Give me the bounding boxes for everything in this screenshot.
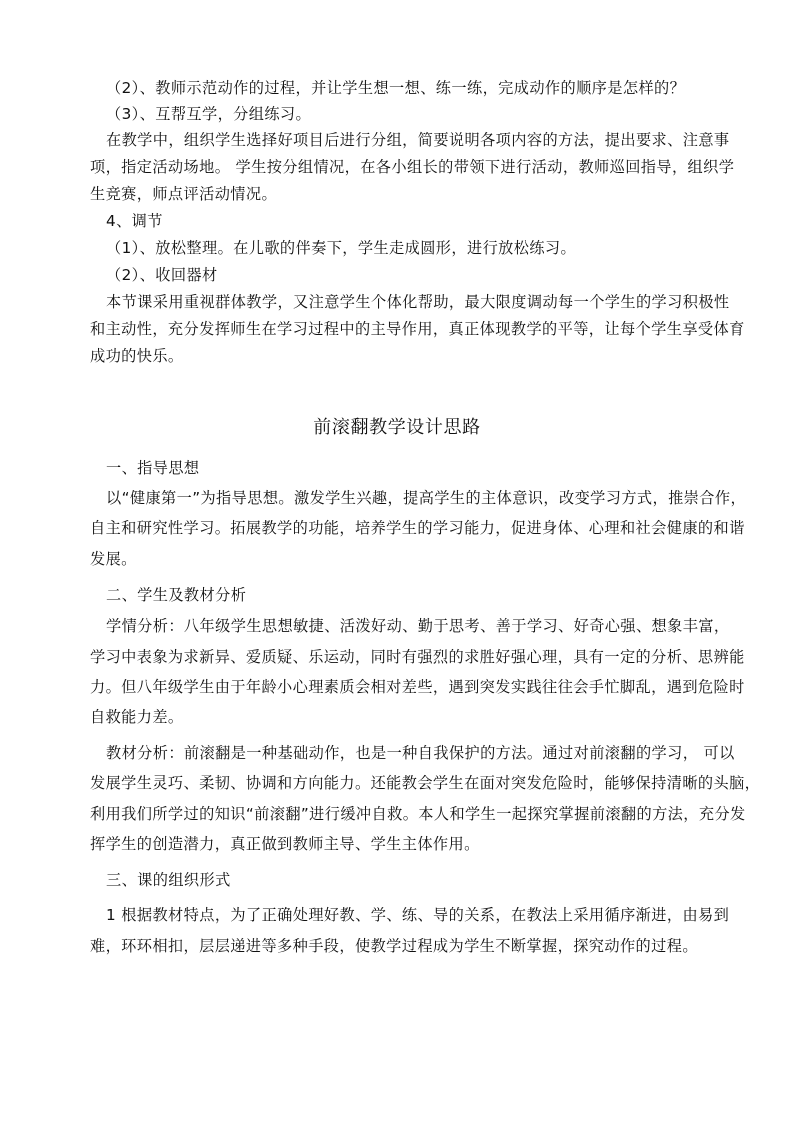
paragraph-line: 自救能力差。 (90, 708, 184, 726)
paragraph-line: 学情分析：八年级学生思想敏捷、活泼好动、勤于思考、善于学习、好奇心强、想象丰富， (106, 617, 730, 635)
section-heading: 一、指导思想 (106, 459, 200, 477)
section-heading: 三、课的组织形式 (106, 871, 231, 889)
summary-line: 和主动性，充分发挥师生在学习过程中的主导作用，真正体现教学的平等，让每个学生享受体育 (90, 320, 745, 338)
paragraph-line: 教材分析：前滚翻是一种基础动作，也是一种自我保护的方法。通过对前滚翻的学习， 可以 (106, 744, 735, 762)
section-heading: 二、学生及教材分析 (106, 586, 247, 604)
summary-line: 成功的快乐。 (90, 347, 184, 365)
paragraph-line: 1 根据教材特点，为了正确处理好教、学、练、导的关系，在教法上采用循序渐进，由易到 (106, 906, 730, 924)
paragraph-line: 利用我们所学过的知识“前滚翻”进行缓冲自救。本人和学生一起探究掌握前滚翻的方法，充分发 (90, 805, 746, 823)
paragraph-line: 项，指定活动场地。 学生按分组情况，在各小组长的带领下进行活动，教师巡回指导，组织学 (90, 158, 735, 176)
paragraph-line: 自主和研究性学习。拓展教学的功能，培养学生的学习能力，促进身体、心理和社会健康的和谐 (90, 519, 745, 537)
paragraph-line: 在教学中，组织学生选择好项目后进行分组，简要说明各项内容的方法，提出要求、注意事 (106, 131, 730, 149)
step-3-text: （3）、互帮互学，分组练习。 (106, 105, 312, 123)
paragraph-line: 以“健康第一”为指导思想。激发学生兴趣，提高学生的主体意识，改变学习方式，推崇合作， (106, 489, 747, 507)
section-heading: 4、调节 (106, 212, 163, 230)
paragraph-line: 难，环环相扣，层层递进等多种手段，使教学过程成为学生不断掌握，探究动作的过程。 (90, 937, 698, 955)
sub-item-2: （2）、收回器材 (106, 266, 218, 284)
summary-line: 本节课采用重视群体教学，又注意学生个体化帮助，最大限度调动每一个学生的学习积极性 (106, 293, 730, 311)
paragraph-line: 挥学生的创造潜力，真正做到教师主导、学生主体作用。 (90, 835, 480, 853)
paragraph-line: 发展学生灵巧、柔韧、协调和方向能力。还能教会学生在面对突发危险时，能够保持清晰的头脑， (90, 774, 761, 792)
paragraph-line: 力。但八年级学生由于年龄小心理素质会相对差些，遇到突发实践往往会手忙脚乱，遇到危险时 (90, 678, 745, 696)
paragraph-line: 学习中表象为求新异、爱质疑、乐运动，同时有强烈的求胜好强心理，具有一定的分析、思辨能 (90, 648, 745, 666)
paragraph-line: 发展。 (90, 550, 137, 568)
paragraph-line: 生竞赛，师点评活动情况。 (90, 185, 278, 203)
step-2-text: （2）、教师示范动作的过程，并让学生想一想、练一练，完成动作的顺序是怎样的？ (106, 79, 686, 97)
document-title: 前滚翻教学设计思路 (313, 417, 481, 438)
sub-item-1: （1）、放松整理。在儿歌的伴奏下，学生走成圆形，进行放松练习。 (106, 239, 577, 257)
